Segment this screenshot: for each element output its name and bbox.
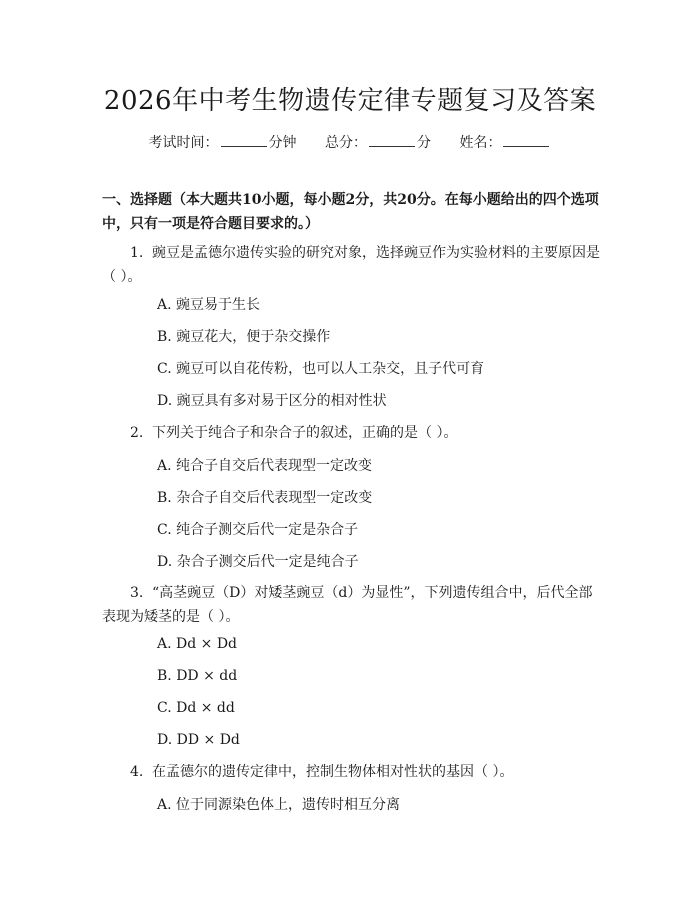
name-label: 姓名：: [459, 135, 502, 151]
time-label: 考试时间：: [148, 135, 219, 151]
option: D. DD × Dd: [157, 732, 240, 748]
name-field: [459, 132, 551, 152]
option: B. DD × dd: [157, 668, 238, 684]
option: A. Dd × Dd: [157, 636, 238, 652]
option: A. 豌豆易于生长: [157, 297, 261, 313]
option: D. 杂合子测交后代一定是纯合子: [157, 554, 359, 570]
section-heading: 一、选择题（本大题共10小题，每小题2分，共20分。在每小题给出的四个选项中，只有一项是符合题目要求的。）: [102, 192, 599, 232]
option: C. 纯合子测交后代一定是杂合子: [157, 522, 359, 538]
question-text: 在孟德尔的遗传定律中，控制生物体相对性状的基因（ ）。: [152, 764, 514, 780]
option: D. 豌豆具有多对易于区分的相对性状: [157, 393, 387, 409]
question-text: 下列关于纯合子和杂合子的叙述，正确的是（ ）。: [152, 425, 458, 441]
question-number: 4.: [130, 764, 144, 780]
exam-meta: [0, 132, 700, 152]
time-field: [149, 132, 297, 152]
question-number: 3.: [130, 585, 144, 601]
option: B. 豌豆花大，便于杂交操作: [157, 329, 331, 345]
option: A. 位于同源染色体上，遗传时相互分离: [157, 797, 401, 813]
option: C. Dd × dd: [157, 700, 235, 716]
question-3: [102, 581, 602, 629]
name-blank: [503, 134, 549, 147]
option: C. 豌豆可以自花传粉，也可以人工杂交，且子代可育: [157, 361, 485, 377]
page-title: 2026年中考生物遗传定律专题复习及答案: [103, 86, 597, 116]
score-unit: 分: [417, 135, 431, 151]
question-4: [102, 760, 602, 784]
option: B. 杂合子自交后代表现型一定改变: [157, 490, 373, 506]
score-blank: [369, 134, 415, 147]
question-text: “高茎豌豆（D）对矮茎豌豆（d）为显性”，下列遗传组合中，后代全部表现为矮茎的是（ ）。: [102, 585, 593, 625]
question-text: 豌豆是孟德尔遗传实验的研究对象，选择豌豆作为实验材料的主要原因是（ ）。: [102, 245, 600, 285]
question-2: [102, 421, 602, 445]
question-number: 2.: [130, 425, 144, 441]
time-unit: 分钟: [268, 135, 297, 151]
time-blank: [221, 134, 267, 147]
question-number: 1.: [130, 245, 144, 261]
score-field: [325, 132, 431, 152]
score-label: 总分：: [325, 135, 367, 151]
question-1: [102, 241, 602, 289]
option: A. 纯合子自交后代表现型一定改变: [157, 458, 373, 474]
